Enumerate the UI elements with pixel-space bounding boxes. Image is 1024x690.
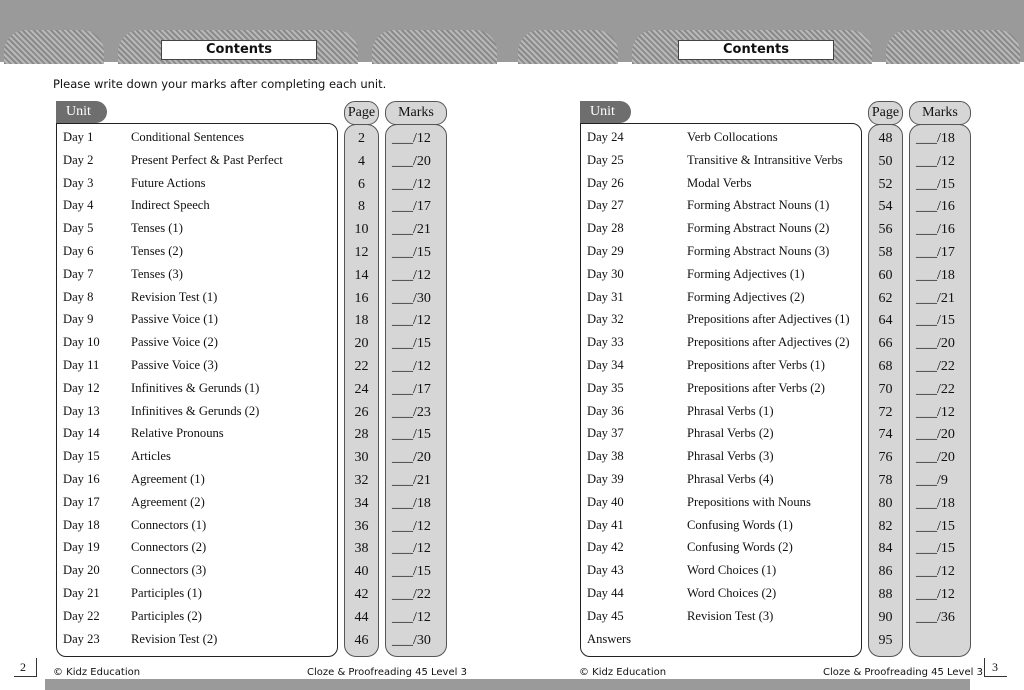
page-number-frame (984, 658, 1007, 677)
unit-day: Day 8 (63, 289, 94, 304)
marks-entry[interactable]: ___/22 (916, 381, 955, 397)
page-number: 64 (878, 313, 893, 329)
unit-row (581, 286, 861, 309)
page-number: 40 (354, 564, 369, 580)
unit-header-left: Unit (56, 101, 107, 123)
unit-row (57, 263, 337, 286)
unit-day: Day 33 (587, 335, 624, 350)
marks-header-right: Marks (909, 101, 971, 125)
unit-title: Word Choices (1) (687, 563, 777, 578)
unit-title: Tenses (1) (131, 221, 183, 236)
unit-title: Forming Abstract Nouns (1) (687, 198, 830, 213)
unit-title: Prepositions after Adjectives (1) (687, 312, 850, 327)
unit-row (57, 536, 337, 559)
unit-title: Prepositions after Verbs (1) (687, 358, 825, 372)
unit-row (581, 514, 861, 537)
unit-row (57, 445, 337, 468)
unit-row (57, 628, 337, 651)
page-number: 24 (354, 381, 369, 397)
unit-title: Verb Collocations (687, 130, 778, 144)
marks-entry[interactable]: ___/12 (392, 359, 431, 374)
unit-title: Present Perfect & Past Perfect (131, 152, 283, 167)
unit-title: Participles (1) (131, 586, 202, 600)
page-number: 10 (354, 222, 369, 238)
unit-row (581, 582, 861, 605)
page-number: 32 (354, 473, 369, 488)
unit-day: Day 10 (63, 335, 100, 350)
unit-title: Confusing Words (2) (687, 540, 793, 555)
unit-title: Infinitives & Gerunds (2) (131, 403, 260, 418)
marks-entry[interactable]: ___/15 (392, 245, 431, 260)
unit-day: Day 35 (587, 380, 624, 395)
unit-title: Prepositions after Adjectives (2) (687, 335, 850, 350)
unit-row (57, 126, 337, 149)
page-number: 66 (878, 336, 893, 352)
marks-column-right (909, 124, 971, 657)
unit-day: Day 29 (587, 244, 624, 258)
marks-entry[interactable]: ___/18 (916, 495, 955, 511)
page-number: 18 (354, 313, 369, 329)
unit-title: Passive Voice (3) (131, 358, 218, 372)
unit-row (581, 422, 861, 445)
unit-day: Day 12 (63, 380, 100, 395)
unit-header-right: Unit (580, 101, 631, 123)
marks-column-left (385, 124, 447, 657)
unit-row (57, 491, 337, 514)
unit-day: Day 16 (63, 472, 100, 486)
unit-day: Day 18 (63, 517, 100, 532)
unit-row (581, 468, 861, 491)
page-number-left: 2 (20, 660, 26, 674)
page-number: 8 (358, 199, 365, 215)
page-number: 52 (878, 176, 893, 192)
unit-title: Infinitives & Gerunds (1) (131, 380, 260, 395)
page-number: 46 (354, 632, 369, 648)
marks-entry[interactable]: ___/17 (392, 199, 431, 215)
unit-row (581, 559, 861, 582)
unit-day: Day 21 (63, 586, 100, 600)
page-number: 28 (354, 427, 369, 443)
marks-entry[interactable]: ___/21 (392, 222, 431, 238)
unit-row (581, 217, 861, 240)
unit-day: Day 32 (587, 312, 624, 327)
unit-row (57, 400, 337, 423)
footer-bar (45, 679, 970, 690)
unit-day: Day 20 (63, 563, 100, 578)
marks-entry[interactable]: ___/12 (392, 609, 431, 625)
marks-entry[interactable]: ___/21 (916, 290, 955, 306)
page-number: 12 (354, 245, 369, 260)
page-number: 6 (358, 176, 365, 192)
unit-row (581, 126, 861, 149)
unit-row (57, 172, 337, 195)
unit-day: Day 13 (63, 403, 100, 418)
unit-day: Day 37 (587, 426, 624, 441)
unit-title: Revision Test (3) (687, 608, 774, 623)
unit-row (581, 149, 861, 172)
marks-entry[interactable]: ___/12 (392, 313, 431, 329)
unit-row (57, 217, 337, 240)
page-number: 60 (878, 267, 893, 283)
page-number: 76 (878, 450, 893, 466)
marks-entry[interactable]: ___/15 (916, 176, 955, 192)
page-column-right (868, 124, 903, 657)
marks-entry[interactable]: ___/12 (392, 541, 431, 557)
marks-entry[interactable]: ___/16 (916, 222, 955, 238)
unit-row (581, 172, 861, 195)
page-number: 2 (358, 131, 365, 146)
page-number: 16 (354, 290, 369, 306)
header-tab-decoration (886, 30, 1020, 64)
unit-title: Revision Test (1) (131, 289, 218, 304)
marks-header-left: Marks (385, 101, 447, 125)
unit-row (581, 240, 861, 263)
marks-entry[interactable]: ___/20 (392, 153, 431, 169)
marks-entry[interactable]: ___/12 (916, 564, 955, 580)
footer-book-right: Cloze & Proofreading 45 Level 3 (823, 667, 983, 678)
unit-day: Day 40 (587, 494, 624, 509)
marks-entry[interactable]: ___/15 (392, 336, 431, 352)
marks-entry[interactable]: ___/20 (916, 336, 955, 352)
page-number: 68 (878, 359, 893, 374)
unit-title: Modal Verbs (687, 175, 752, 190)
page-number: 44 (354, 609, 369, 625)
marks-entry[interactable]: ___/15 (916, 313, 955, 329)
unit-title: Confusing Words (1) (687, 517, 793, 532)
unit-day: Day 44 (587, 586, 624, 600)
marks-entry[interactable]: ___/12 (916, 153, 955, 169)
unit-title: Agreement (2) (131, 494, 205, 509)
page-number: 50 (878, 153, 893, 169)
unit-day: Day 15 (63, 449, 100, 464)
marks-entry[interactable]: ___/15 (392, 427, 431, 443)
unit-row (57, 468, 337, 491)
unit-day: Day 4 (63, 198, 94, 213)
unit-row (581, 354, 861, 377)
page-number: 78 (878, 473, 893, 488)
unit-day: Day 36 (587, 403, 624, 418)
page-number: 14 (354, 267, 369, 283)
unit-row (57, 422, 337, 445)
unit-day: Day 43 (587, 563, 624, 578)
page-number: 26 (354, 404, 369, 420)
unit-day: Answers (587, 631, 632, 646)
unit-row (57, 354, 337, 377)
page-number: 56 (878, 222, 893, 238)
page-title-right: Contents (678, 40, 834, 60)
page-number: 38 (354, 541, 369, 557)
page-number: 80 (878, 495, 893, 511)
unit-day: Day 1 (63, 130, 94, 144)
marks-entry[interactable]: ___/18 (916, 131, 955, 146)
unit-day: Day 27 (587, 198, 624, 213)
footer-publisher-left: © Kidz Education (53, 667, 141, 678)
page-number: 72 (878, 404, 893, 420)
unit-row (57, 514, 337, 537)
unit-title: Prepositions after Verbs (2) (687, 380, 825, 395)
marks-entry[interactable]: ___/12 (392, 267, 431, 283)
page-number: 58 (878, 245, 893, 260)
unit-list-left (56, 123, 338, 657)
page-number: 90 (878, 609, 893, 625)
unit-day: Day 42 (587, 540, 624, 555)
unit-title: Forming Adjectives (2) (687, 289, 805, 304)
unit-row (581, 331, 861, 354)
unit-row (581, 605, 861, 628)
unit-row (57, 286, 337, 309)
marks-entry[interactable]: ___/20 (392, 450, 431, 466)
unit-day: Day 3 (63, 175, 94, 190)
unit-row (57, 240, 337, 263)
unit-row (581, 194, 861, 217)
marks-entry[interactable]: ___/17 (392, 381, 431, 397)
unit-day: Day 7 (63, 266, 94, 281)
unit-day: Day 9 (63, 312, 94, 327)
unit-day: Day 6 (63, 244, 94, 258)
page-number-frame (14, 658, 37, 677)
unit-day: Day 31 (587, 289, 624, 304)
unit-row (57, 582, 337, 605)
marks-entry[interactable]: ___/22 (916, 359, 955, 374)
unit-title: Forming Abstract Nouns (2) (687, 221, 830, 236)
page-number: 88 (878, 587, 893, 602)
unit-title: Relative Pronouns (131, 426, 224, 441)
page-number: 95 (878, 632, 893, 648)
unit-title: Tenses (3) (131, 266, 183, 281)
page-number: 62 (878, 290, 893, 306)
header-tab-decoration (4, 30, 104, 64)
unit-row (57, 331, 337, 354)
page-number: 42 (354, 587, 369, 602)
unit-title: Phrasal Verbs (4) (687, 472, 774, 486)
unit-title: Agreement (1) (131, 472, 205, 486)
unit-row (581, 628, 861, 651)
unit-title: Forming Adjectives (1) (687, 266, 805, 281)
unit-day: Day 22 (63, 608, 100, 623)
marks-entry[interactable]: ___/18 (916, 267, 955, 283)
footer-publisher-right: © Kidz Education (579, 667, 667, 678)
marks-entry[interactable]: ___/12 (392, 176, 431, 192)
unit-day: Day 45 (587, 608, 624, 623)
marks-entry[interactable]: ___/12 (392, 518, 431, 534)
page-number: 74 (878, 427, 893, 443)
marks-entry[interactable] (910, 630, 970, 653)
unit-title: Indirect Speech (131, 198, 210, 213)
unit-row (581, 536, 861, 559)
marks-entry[interactable]: ___/36 (916, 609, 955, 625)
page-number: 70 (878, 381, 893, 397)
unit-list-right (580, 123, 862, 657)
unit-title: Prepositions with Nouns (687, 494, 811, 509)
unit-row (581, 263, 861, 286)
marks-entry[interactable]: ___/12 (916, 587, 955, 602)
page-number: 30 (354, 450, 369, 466)
unit-day: Day 34 (587, 358, 624, 372)
marks-entry[interactable]: ___/9 (916, 473, 948, 488)
unit-title: Forming Abstract Nouns (3) (687, 244, 830, 258)
page-number-right: 3 (992, 660, 998, 674)
unit-title: Conditional Sentences (131, 130, 244, 144)
page-header-right: Page (868, 101, 903, 125)
unit-day: Day 2 (63, 152, 94, 167)
unit-row (581, 445, 861, 468)
marks-entry[interactable]: ___/20 (916, 450, 955, 466)
unit-row (57, 559, 337, 582)
marks-entry[interactable]: ___/16 (916, 199, 955, 215)
unit-day: Day 30 (587, 266, 624, 281)
header-tab-decoration (372, 30, 497, 64)
unit-title: Articles (131, 449, 171, 464)
marks-entry[interactable]: ___/12 (916, 404, 955, 420)
unit-title: Word Choices (2) (687, 586, 777, 600)
marks-entry[interactable]: ___/20 (916, 427, 955, 443)
unit-day: Day 5 (63, 221, 94, 236)
marks-entry[interactable]: ___/15 (916, 518, 955, 534)
marks-entry[interactable]: ___/23 (392, 404, 431, 420)
unit-day: Day 39 (587, 472, 624, 486)
marks-entry[interactable]: ___/17 (916, 245, 955, 260)
unit-title: Phrasal Verbs (2) (687, 426, 774, 441)
marks-entry[interactable]: ___/21 (392, 473, 431, 488)
unit-row (581, 377, 861, 400)
unit-row (581, 308, 861, 331)
unit-title: Phrasal Verbs (1) (687, 403, 774, 418)
unit-title: Connectors (3) (131, 563, 207, 578)
unit-title: Future Actions (131, 175, 206, 190)
unit-title: Tenses (2) (131, 244, 183, 258)
marks-entry[interactable]: ___/30 (392, 632, 431, 648)
unit-title: Revision Test (2) (131, 631, 218, 646)
footer-book-left: Cloze & Proofreading 45 Level 3 (307, 667, 467, 678)
unit-title: Phrasal Verbs (3) (687, 449, 774, 464)
page-number: 34 (354, 495, 369, 511)
page-number: 84 (878, 541, 893, 557)
marks-entry[interactable]: ___/18 (392, 495, 431, 511)
unit-row (57, 605, 337, 628)
page-number: 4 (358, 153, 365, 169)
page-header-left: Page (344, 101, 379, 125)
unit-title: Transitive & Intransitive Verbs (687, 152, 843, 167)
unit-title: Connectors (1) (131, 517, 207, 532)
unit-day: Day 14 (63, 426, 100, 441)
unit-row (581, 491, 861, 514)
unit-title: Connectors (2) (131, 540, 207, 555)
page-number: 20 (354, 336, 369, 352)
unit-day: Day 24 (587, 130, 624, 144)
unit-day: Day 25 (587, 152, 624, 167)
marks-entry[interactable]: ___/12 (392, 131, 431, 146)
unit-title: Passive Voice (1) (131, 312, 218, 327)
page-number: 48 (878, 131, 893, 146)
unit-row (57, 194, 337, 217)
marks-entry[interactable]: ___/30 (392, 290, 431, 306)
unit-day: Day 41 (587, 517, 624, 532)
unit-row (57, 308, 337, 331)
marks-entry[interactable]: ___/15 (392, 564, 431, 580)
unit-title: Passive Voice (2) (131, 335, 218, 350)
marks-entry[interactable]: ___/22 (392, 587, 431, 602)
page-number: 82 (878, 518, 893, 534)
unit-day: Day 19 (63, 540, 100, 555)
unit-day: Day 17 (63, 494, 100, 509)
page-number: 36 (354, 518, 369, 534)
page-number: 54 (878, 199, 893, 215)
unit-day: Day 26 (587, 175, 624, 190)
unit-day: Day 11 (63, 358, 100, 372)
page-number: 22 (354, 359, 369, 374)
instruction-text: Please write down your marks after completing each unit. (53, 77, 387, 91)
unit-day: Day 23 (63, 631, 100, 646)
unit-day: Day 38 (587, 449, 624, 464)
page-column-left (344, 124, 379, 657)
marks-entry[interactable]: ___/15 (916, 541, 955, 557)
page-title-left: Contents (161, 40, 317, 60)
unit-row (57, 149, 337, 172)
unit-title: Participles (2) (131, 608, 202, 623)
header-tab-decoration (518, 30, 618, 64)
unit-row (57, 377, 337, 400)
unit-day: Day 28 (587, 221, 624, 236)
page-number: 86 (878, 564, 893, 580)
unit-row (581, 400, 861, 423)
